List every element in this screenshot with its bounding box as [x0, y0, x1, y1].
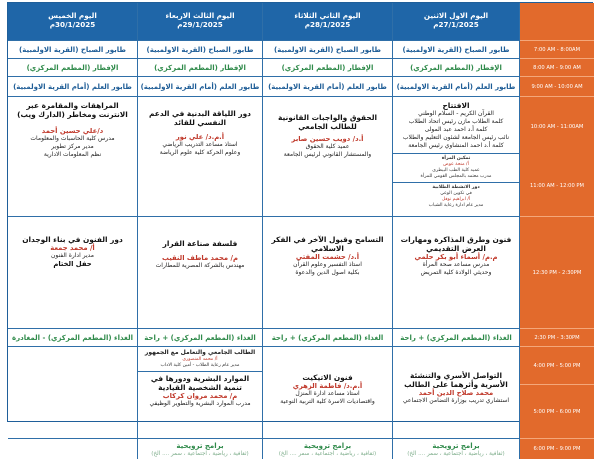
day-header-wednesday: اليوم الثالث الاربعاء 29/1/2025م	[138, 3, 263, 41]
entertainment-mon: برامج ترويحية (ثقافية ، رياضية ، اجتماعية ، سمر .... الخ)	[393, 439, 520, 459]
entertainment-thu	[8, 439, 138, 459]
lunch-thu: الغذاء (المطعم المركزي) - المغادرة	[8, 329, 138, 347]
schedule-sheet	[7, 2, 593, 457]
time-slot: 5:00 PM - 6:00 PM	[520, 385, 594, 439]
lunch-mon: الغذاء (المطعم المركزي) + راحة	[393, 329, 520, 347]
time-slot: 9:00 AM - 10:00 AM	[520, 77, 594, 97]
time-slot: 6:00 PM - 9:00 PM	[520, 439, 594, 459]
time-slot: 7:00 AM - 8:00AM	[520, 41, 594, 59]
time-slot: 2:30 PM - 3:30PM	[520, 329, 594, 347]
breakfast-thu: الإفطار (المطعم المركزي)	[8, 59, 138, 77]
morning-lineup-tue: طابور الصباح (القرية الاولمبية)	[263, 41, 393, 59]
session-tue-etiquette: فنون الاتيكيت أ.م.د/ فاطمة الزهري استاذ مساعد ادارة المنزل واقتصاديات الاسرة كلية التربية النوعية	[263, 347, 393, 439]
time-slot: 8:00 AM - 9:00 AM	[520, 59, 594, 77]
day-header-monday: اليوم الاول الاثنين 27/1/2025م	[393, 3, 520, 41]
morning-lineup-thu: طابور الصباح (القرية الاولمبية)	[8, 41, 138, 59]
morning-lineup-mon: طابور الصباح (القرية الاولمبية)	[393, 41, 520, 59]
lunch-wed: الغذاء (المطعم المركزي) + راحة	[138, 329, 263, 347]
breakfast-mon: الإفطار (المطعم المركزي)	[393, 59, 520, 77]
session-mon-family: التواصل الأسري والتنشئة الأسرية وأثرهما على الطالب محمد صلاح الدين أحمد استشاري تدريب بوزارة التضامن الاجتماعي	[393, 347, 520, 439]
day-header-thursday: اليوم الخميس 30/1/2025م	[8, 3, 138, 41]
time-header	[520, 3, 594, 41]
schedule-table	[7, 2, 593, 457]
flag-lineup-mon: طابور العلم (أمام القرية الاولمبية)	[393, 77, 520, 97]
flag-lineup-thu: طابور العلم (أمام القرية الاولمبية)	[8, 77, 138, 97]
session-wed-decision: فلسفة صناعة القرار م/ محمد ماطف النقيب مهندس بالشركة المصرية للمطارات	[138, 217, 263, 329]
entertainment-tue: برامج ترويحية (ثقافية ، رياضية ، اجتماعية ، سمر .... الخ)	[263, 439, 393, 459]
session-thu-review: المراهقات والمقامرة عبر الانترنت ومخاطر (الدارك ويب) د/علي حسين أحمد مدرس كلية الحاسبات والمعلومات مدير مركز تطوير نظم المعلومات الادارية	[8, 97, 138, 217]
session-mon-opening: الافتتاح القرآن الكريم - السلام الوطني كلمة الطلاب مازن رئيس اتحاد الطلاب كلمة أ.د احمد عبد المولى نائب رئيس الجامعة لشئون التعليم والطلاب كلمة أ.د احمد المنشاوي رئيس الجامعة تمكين المرأة أ/ منحة عوض عميد كلية الطب البيطري مدرب معتمد بالمجلس القومي للمرأة دور الانشطة الطلابية في تكوين الوعي أ/ ابراهيم نوفل مدير عام ادارة رعاية الشباب	[393, 97, 520, 217]
time-slot: 4:00 PM - 5:00 PM	[520, 347, 594, 385]
time-slot: 10:00 AM - 11:00AM 11:00 AM - 12:00 PM	[520, 97, 594, 217]
session-wed-student-hr: الطالب الجامعي والتعامل مع الجمهور أ/ محمد المنصوري مدير عام رعاية الطلاب - أمين كلية الاداب الموارد البشرية ودورها في تنمية الشخصية القيادية م/ محمد مروان كركاب مدرب الموارد البشرية والتطوير الوظيفي	[138, 347, 263, 439]
afternoon-thu-empty	[8, 347, 138, 439]
session-tue-rights: الحقوق والواجبات القانونية للطالب الجامعي أ.د/ دويب حسين صابر عميد كلية الحقوق والمستشار القانوني لرئيس الجامعة	[263, 97, 393, 217]
time-slot: 12:30 PM - 2:30PM	[520, 217, 594, 329]
breakfast-tue: الإفطار (المطعم المركزي)	[263, 59, 393, 77]
day-header-tuesday: اليوم الثاني الثلاثاء 28/1/2025م	[263, 3, 393, 41]
session-mon-arts: فنون وطرق المذاكرة ومهارات العرض التقديمي م.م/ أسماء أبو بكر حلمي مدرس مساعد صحة المرأة وحديثي الولادة كلية التمريض	[393, 217, 520, 329]
flag-lineup-wed: طابور العلم (أمام القرية الاولمبية)	[138, 77, 263, 97]
lunch-tue: الغذاء (المطعم المركزي) + راحة	[263, 329, 393, 347]
entertainment-wed: برامج ترويحية (ثقافية ، رياضية ، اجتماعية ، سمر .... الخ)	[138, 439, 263, 459]
session-tue-tolerance: التسامح وقبول الآخر في الفكر الاسلامي أ.د/ حشمت المفتي استاذ التفسير وعلوم القرآن بكلية اصول الدين والدعوة	[263, 217, 393, 329]
morning-lineup-wed: طابور الصباح (القرية الاولمبية)	[138, 41, 263, 59]
session-thu-arts: دور الفنون في بناء الوجدان أ/ محمد جمعة مدير ادارة الفنون حفل الختام	[8, 217, 138, 329]
session-wed-fitness: دور اللياقة البدنية في الدعم النفسي للقائد أ.م.د/ علي نور استاذ مساعد التدريب الرياضي وعلوم الحركة كلية علوم الرياضة	[138, 97, 263, 217]
flag-lineup-tue: طابور العلم (أمام القرية الاولمبية)	[263, 77, 393, 97]
breakfast-wed: الإفطار (المطعم المركزي)	[138, 59, 263, 77]
